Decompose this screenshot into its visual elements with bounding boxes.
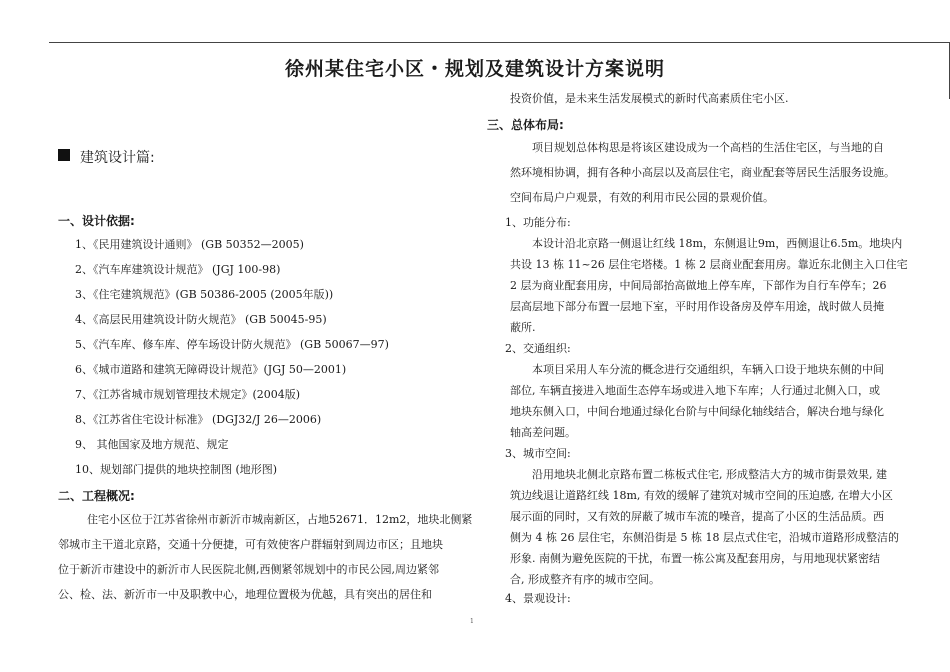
basis-item: 1、《民用建筑设计通则》 (GB 50352—2005) (75, 238, 304, 251)
function-line: 层高层地下部分布置一层地下室，平时用作设备房及停车用途，战时做人员掩 (510, 300, 884, 313)
function-line: 本设计沿北京路一侧退让红线 18m，东侧退让9m，西侧退让6.5m。地块内 (532, 237, 903, 250)
intro-line: 然环境相协调，拥有各种小高层以及高层住宅，商业配套等居民生活服务设施。 (510, 166, 895, 179)
traffic-line: 本项目采用人车分流的概念进行交通组织，车辆入口设于地块东侧的中间 (532, 363, 884, 376)
document-title: 徐州某住宅小区・规划及建筑设计方案说明 (284, 58, 665, 80)
overview-line: 公、检、法、新沂市一中及职教中心，地理位置极为优越，具有突出的居住和 (58, 588, 432, 601)
traffic-line: 轴高差问题。 (510, 426, 576, 439)
basis-item: 7、《江苏省城市规划管理技术规定》(2004版) (75, 388, 301, 401)
traffic-line: 地块东侧入口，中间台地通过绿化台阶与中间绿化轴线结合，解决台地与绿化 (510, 405, 884, 418)
page-number: 1 (470, 618, 474, 625)
landscape-label: 4、景观设计: (505, 592, 571, 605)
basis-item: 8、《江苏省住宅设计标准》 (DGJ32/J 26—2006) (75, 413, 322, 426)
city-line: 合, 形成整齐有序的城市空间。 (510, 573, 660, 586)
city-label: 3、城市空间: (505, 447, 571, 460)
overview-line: 邻城市主干道北京路，交通十分便捷，可有效使客户群辐射到周边市区；且地块 (58, 538, 443, 551)
overview-line: 住宅小区位于江苏省徐州市新沂市城南新区，占地52671．12m2，地块北侧紧 (87, 513, 473, 526)
intro-line: 项目规划总体构思是将该区建设成为一个高档的生活住宅区，与当地的自 (532, 141, 884, 154)
basis-item: 3、《住宅建筑规范》(GB 50386-2005 (2005年版)) (75, 288, 334, 301)
function-line: 蔽所. (510, 321, 536, 334)
basis-item: 10、规划部门提供的地块控制图 (地形图) (75, 463, 278, 476)
function-line: 2 层为商业配套用房，中间局部抬高做地上停车库，下部作为自行车停车；26 (510, 279, 887, 292)
traffic-label: 2、交通组织: (505, 342, 571, 355)
overview-heading: 二、工程概况: (58, 489, 135, 503)
city-line: 侧为 4 栋 26 层住宅，东侧沿街是 5 栋 18 层点式住宅，沿城市道路形成整洁的 (510, 531, 899, 544)
basis-heading: 一、设计依据: (58, 214, 135, 228)
function-line: 共设 13 栋 11~26 层住宅塔楼。1 栋 2 层商业配套用房。靠近东北侧主入口住宅 (510, 258, 908, 271)
basis-item: 6、《城市道路和建筑无障碍设计规范》(JGJ 50—2001) (75, 363, 347, 376)
function-label: 1、功能分布: (505, 216, 571, 229)
basis-item: 2、《汽车库建筑设计规范》 (JGJ 100-98) (75, 263, 281, 276)
city-line: 形象. 南侧为避免医院的干扰，布置一栋公寓及配套用房，与用地现状紧密结 (510, 552, 880, 565)
continuation-line: 投资价值，是未来生活发展模式的新时代高素质住宅小区. (510, 92, 789, 105)
layout-heading: 三、总体布局: (487, 118, 564, 132)
basis-item: 9、 其他国家及地方规范、规定 (75, 438, 229, 451)
overview-line: 位于新沂市建设中的新沂市人民医院北侧,西侧紧邻规划中的市民公园,周边紧邻 (58, 563, 439, 576)
city-line: 筑边线退让道路红线 18m, 有效的缓解了建筑对城市空间的压迫感, 在增大小区 (510, 489, 893, 502)
traffic-line: 部位, 车辆直接进入地面生态停车场或进入地下车库；人行通过北侧入口，或 (510, 384, 880, 397)
basis-item: 5、《汽车库、修车库、停车场设计防火规范》 (GB 50067—97) (75, 338, 389, 351)
city-line: 展示面的同时，又有效的屏蔽了城市车流的噪音，提高了小区的生活品质。西 (510, 510, 884, 523)
section-bullet (58, 149, 70, 161)
section-title: 建筑设计篇: (80, 150, 155, 166)
intro-line: 空间布局户户观景，有效的利用市民公园的景观价值。 (510, 191, 774, 204)
basis-item: 4、《高层民用建筑设计防火规范》 (GB 50045-95) (75, 313, 327, 326)
city-line: 沿用地块北侧北京路布置二栋板式住宅, 形成整洁大方的城市街景效果, 建 (532, 468, 887, 481)
